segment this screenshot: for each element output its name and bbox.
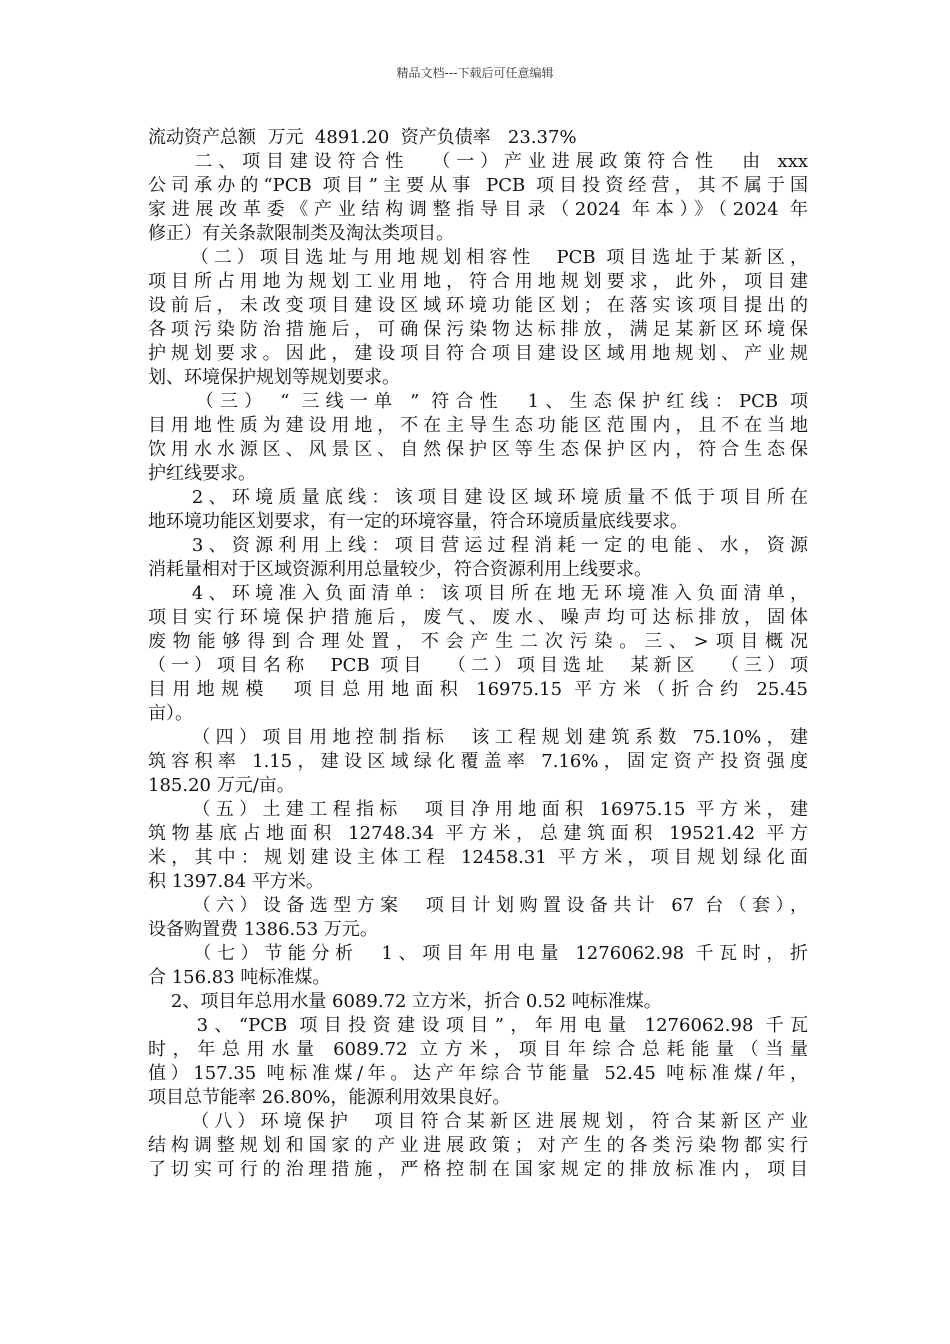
paragraph-line: （二）项目选址与用地规划相容性 PCB 项目选址于某新区， <box>148 247 808 268</box>
paragraph-line: 饮用水水源区、风景区、自然保护区等生态保护区内，符合生态保 <box>148 439 808 460</box>
paragraph-line: 4、环境准入负面清单：该项目所在地无环境准入负面清单， <box>148 583 808 604</box>
paragraph-line: 积 1397.84 平方米。 <box>148 871 324 892</box>
paragraph-line: 了切实可行的治理措施，严格控制在国家规定的排放标准内，项目 <box>148 1159 808 1180</box>
paragraph-line: 时，年总用水量 6089.72 立方米，项目年综合总耗能量（当量 <box>148 1039 808 1060</box>
document-body <box>148 126 808 1182</box>
paragraph-line: 目用地规模 项目总用地面积 16975.15 平方米（折合约 25.45 <box>148 679 808 700</box>
paragraph-line: （七）节能分析 1、项目年用电量 1276062.98 千瓦时，折 <box>148 943 808 964</box>
paragraph-line: （四）项目用地控制指标 该工程规划建筑系数 75.10%，建 <box>148 727 808 748</box>
paragraph-line: 废物能够得到合理处置，不会产生二次污染。三、>项目概况 <box>148 631 808 652</box>
paragraph-line: 亩）。 <box>148 703 193 724</box>
paragraph-line: 消耗量相对于区域资源利用总量较少，符合资源利用上线要求。 <box>148 559 652 580</box>
paragraph-line: 项目总节能率 26.80%，能源利用效果良好。 <box>148 1087 511 1108</box>
paragraph-line: 筑容积率 1.15，建设区域绿化覆盖率 7.16%，固定资产投资强度 <box>148 751 808 772</box>
paragraph-line: 护红线要求。 <box>148 463 256 484</box>
paragraph-line: 划、环境保护规划等规划要求。 <box>148 367 400 388</box>
paragraph-line: 2、项目年总用水量 6089.72 立方米，折合 0.52 吨标准煤。 <box>148 991 662 1012</box>
paragraph-line: 米，其中：规划建设主体工程 12458.31 平方米，项目规划绿化面 <box>148 847 808 868</box>
paragraph-line: 地环境功能区划要求，有一定的环境容量，符合环境质量底线要求。 <box>148 511 688 532</box>
paragraph-line: 护规划要求。因此，建设项目符合项目建设区域用地规划、产业规 <box>148 343 808 364</box>
paragraph-line: 185.20 万元/亩。 <box>148 775 295 796</box>
paragraph-line: 修正）有关条款限制类及淘汰类项目。 <box>148 223 454 244</box>
paragraph-line: 二、项目建设符合性 （一）产业进展政策符合性 由 xxx <box>148 151 808 172</box>
paragraph-line: （一）项目名称 PCB 项目 （二）项目选址 某新区 （三）项 <box>148 655 808 676</box>
paragraph-line: 各项污染防治措施后，可确保污染物达标排放，满足某新区环境保 <box>148 319 808 340</box>
paragraph-line: 合 156.83 吨标准煤。 <box>148 967 331 988</box>
paragraph-line: 流动资产总额 万元 4891.20 资产负债率 23.37% <box>148 127 577 148</box>
paragraph-line: 结构调整规划和国家的产业进展政策；对产生的各类污染物都实行 <box>148 1135 808 1156</box>
paragraph-line: 设备购置费 1386.53 万元。 <box>148 919 378 940</box>
paragraph-line: （三） “ 三线一单 ” 符合性 1、生态保护红线：PCB 项 <box>148 391 808 412</box>
paragraph-line: 家进展改革委《产业结构调整指导目录（2024 年本）》（2024 年 <box>148 199 808 220</box>
paragraph-line: 设前后，未改变项目建设区域环境功能区划；在落实该项目提出的 <box>148 295 808 316</box>
paragraph-line: （六）设备选型方案 项目计划购置设备共计 67 台（套）， <box>148 895 808 916</box>
paragraph-line: 3、资源利用上线：项目营运过程消耗一定的电能、水，资源 <box>148 535 808 556</box>
page-header: 精品文档---下载后可任意编辑 <box>396 66 554 80</box>
paragraph-line: 3、“PCB 项目投资建设项目”，年用电量 1276062.98 千瓦 <box>148 1015 808 1036</box>
paragraph-line: 项目实行环境保护措施后，废气、废水、噪声均可达标排放，固体 <box>148 607 808 628</box>
paragraph-line: 2、环境质量底线：该项目建设区域环境质量不低于项目所在 <box>148 487 808 508</box>
paragraph-line: 项目所占用地为规划工业用地，符合用地规划要求，此外，项目建 <box>148 271 808 292</box>
paragraph-line: 值）157.35 吨标准煤/年。达产年综合节能量 52.45 吨标准煤/年， <box>148 1063 808 1084</box>
paragraph-line: 筑物基底占地面积 12748.34 平方米，总建筑面积 19521.42 平方 <box>148 823 808 844</box>
paragraph-line: （八）环境保护 项目符合某新区进展规划，符合某新区产业 <box>148 1111 808 1132</box>
paragraph-line: 目用地性质为建设用地，不在主导生态功能区范围内，且不在当地 <box>148 415 808 436</box>
paragraph-line: （五）土建工程指标 项目净用地面积 16975.15 平方米，建 <box>148 799 808 820</box>
paragraph-line: 公司承办的“PCB 项目”主要从事 PCB 项目投资经营，其不属于国 <box>148 175 808 196</box>
